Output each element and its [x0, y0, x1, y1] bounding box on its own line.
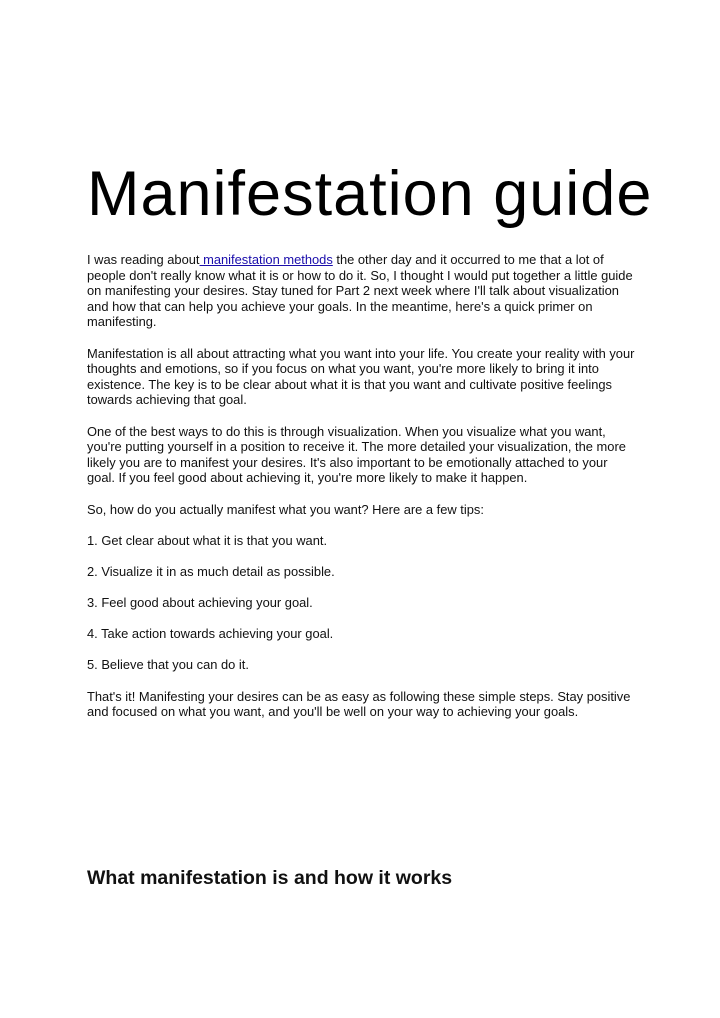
intro-text-after-link: the other day and it occurred to me that a lot of people don't really know what it is or how to do it. So, I thought I would put together a little guide on manifesting your desires. Stay tuned for Part 2 next week where I'll talk about visualization and how that can help you achieve your goals. In the meantime, here's a quick primer on manifesting.: [87, 252, 633, 330]
manifestation-methods-link[interactable]: manifestation methods: [199, 252, 333, 267]
tip-item: 5. Believe that you can do it.: [87, 657, 249, 673]
intro-text-before-link: I was reading about: [87, 252, 200, 267]
section-heading: What manifestation is and how it works: [87, 867, 453, 889]
paragraph-visualization: One of the best ways to do this is through visualization. When you visualize what you want, you're putting yourself in a position to receive it. The more detailed your visualization, the more likely you are to manifest your desires. It's also important to be emotionally attached to your goal. If you feel good about achieving it, you're more likely to make it happen.: [87, 423, 626, 486]
tip-item: 2. Visualize it in as much detail as possible.: [87, 563, 335, 579]
page-title: Manifestation guide: [87, 159, 653, 229]
article-body: [87, 252, 635, 735]
tip-item: 4. Take action towards achieving your goal.: [87, 626, 334, 642]
paragraph-tips-intro: So, how do you actually manifest what you want? Here are a few tips:: [87, 501, 484, 517]
intro-paragraph: [87, 252, 635, 330]
tip-item: 1. Get clear about what it is that you want.: [87, 532, 328, 548]
tip-item: 3. Feel good about achieving your goal.: [87, 595, 313, 611]
paragraph-manifestation: Manifestation is all about attracting what you want into your life. You create your reality with your thoughts and emotions, so if you focus on what you want, you're more likely to bring it into existence. The key is to be clear about what it is that you want and cultivate positive feelings towards achieving that goal.: [87, 345, 635, 408]
closing-paragraph: That's it! Manifesting your desires can be as easy as following these simple steps. Stay positive and focused on what you want, and you'll be well on your way to achieving your goals.: [87, 688, 631, 720]
